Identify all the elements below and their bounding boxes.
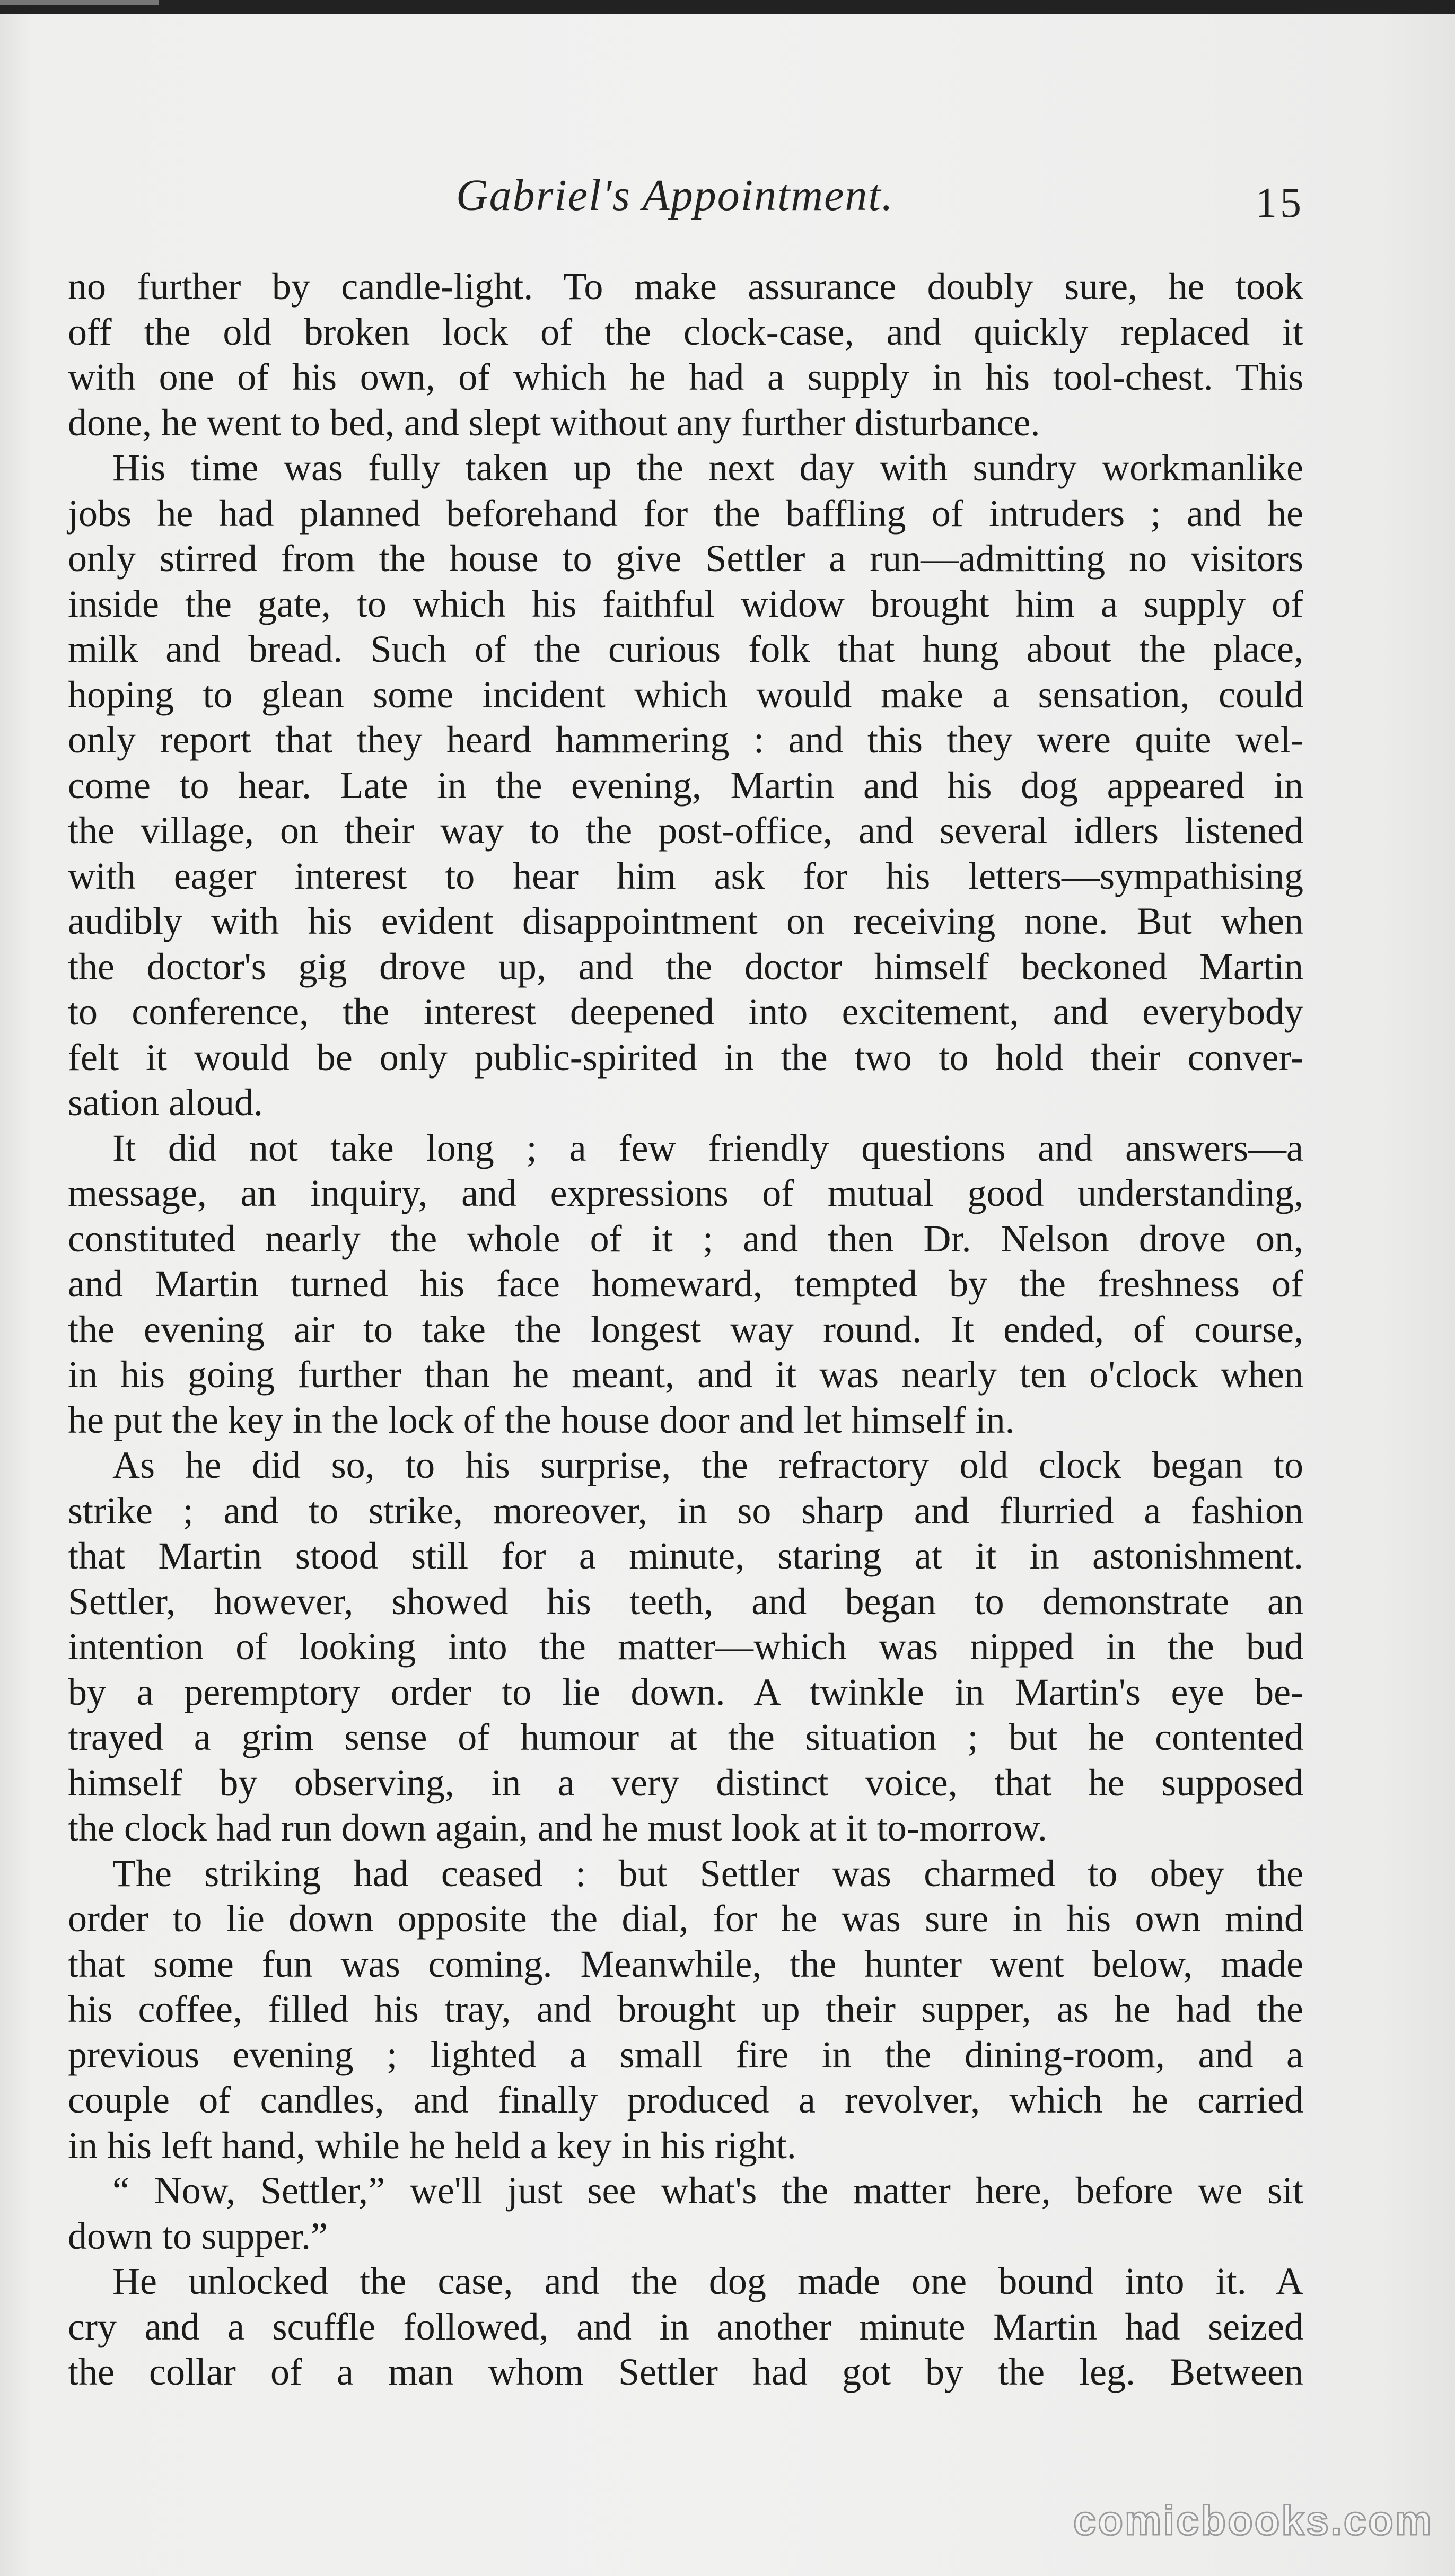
page-top-edge-highlight <box>0 0 159 5</box>
text-line: himself by observing, in a very distinct voice, that he supposed <box>68 1761 1303 1804</box>
text-line: jobs he had planned beforehand for the baffling of intruders ; and he <box>68 492 1303 535</box>
text-line: no further by candle-light. To make assurance doubly sure, he took <box>68 265 1303 308</box>
text-line: He unlocked the case, and the dog made one bound into it. A <box>112 2260 1303 2302</box>
text-line: audibly with his evident disappointment on receiving none. But when <box>68 900 1303 942</box>
text-line: off the old broken lock of the clock-case, and quickly replaced it <box>68 310 1303 353</box>
text-line: come to hear. Late in the evening, Martin and his dog appeared in <box>68 764 1303 807</box>
text-line: in his going further than he meant, and it was nearly ten o'clock when <box>68 1353 1303 1396</box>
body-text <box>68 264 1303 2395</box>
text-line: only report that they heard hammering : and this they were quite wel- <box>68 719 1303 761</box>
text-line: As he did so, to his surprise, the refractory old clock began to <box>112 1444 1303 1486</box>
text-line: constituted nearly the whole of it ; and then Dr. Nelson drove on, <box>68 1217 1303 1260</box>
text-line: only stirred from the house to give Settler a run—admitting no visitors <box>68 537 1303 580</box>
text-line: cry and a scuffle followed, and in another minute Martin had seized <box>68 2305 1303 2348</box>
text-line: the evening air to take the longest way round. It ended, of course, <box>68 1308 1303 1351</box>
text-line: intention of looking into the matter—which was nipped in the bud <box>68 1625 1303 1668</box>
text-line: with eager interest to hear him ask for his letters—sympathising <box>68 854 1303 897</box>
text-line: the clock had run down again, and he must look at it to-morrow. <box>68 1807 1047 1849</box>
text-line: sation aloud. <box>68 1081 263 1124</box>
text-line: by a peremptory order to lie down. A twinkle in Martin's eye be- <box>68 1670 1303 1713</box>
text-line: The striking had ceased : but Settler was charmed to obey the <box>112 1852 1303 1895</box>
text-line: His time was fully taken up the next day with sundry workmanlike <box>112 446 1303 489</box>
watermark: comicbooks.com <box>1073 2497 1434 2544</box>
text-line: done, he went to bed, and slept without any further disturbance. <box>68 401 1040 444</box>
running-head: Gabriel's Appointment. <box>456 171 894 220</box>
text-line: Settler, however, showed his teeth, and began to demonstrate an <box>68 1580 1303 1623</box>
text-line: to conference, the interest deepened into excitement, and everybody <box>68 991 1303 1033</box>
text-line: the village, on their way to the post-office, and several idlers listened <box>68 809 1303 852</box>
text-line: his coffee, filled his tray, and brought up their supper, as he had the <box>68 1988 1303 2030</box>
text-line: the doctor's gig drove up, and the doctor himself beckoned Martin <box>68 945 1303 988</box>
text-line: order to lie down opposite the dial, for he was sure in his own mind <box>68 1897 1303 1940</box>
text-line: hoping to glean some incident which would make a sensation, could <box>68 673 1303 716</box>
text-line: milk and bread. Such of the curious folk that hung about the place, <box>68 628 1303 670</box>
page-top-edge <box>0 0 1455 14</box>
text-line: previous evening ; lighted a small fire in the dining-room, and a <box>68 2033 1303 2076</box>
text-line: inside the gate, to which his faithful widow brought him a supply of <box>68 582 1303 625</box>
text-line: It did not take long ; a few friendly questions and answers—a <box>112 1126 1303 1169</box>
text-line: couple of candles, and finally produced a revolver, which he carried <box>68 2079 1303 2121</box>
text-line: he put the key in the lock of the house door and let himself in. <box>68 1398 1015 1441</box>
text-line: and Martin turned his face homeward, tempted by the freshness of <box>68 1263 1303 1305</box>
text-line: that some fun was coming. Meanwhile, the hunter went below, made <box>68 1942 1303 1985</box>
page-number: 15 <box>1256 180 1304 226</box>
text-line: in his left hand, while he held a key in his right. <box>68 2124 796 2167</box>
text-line: down to supper.” <box>68 2214 328 2257</box>
text-line: that Martin stood still for a minute, staring at it in astonishment. <box>68 1535 1303 1577</box>
text-line: message, an inquiry, and expressions of mutual good understanding, <box>68 1172 1303 1214</box>
text-line: the collar of a man whom Settler had got by the leg. Between <box>68 2351 1303 2393</box>
text-line: felt it would be only public-spirited in the two to hold their conver- <box>68 1036 1303 1079</box>
text-line: trayed a grim sense of humour at the situation ; but he contented <box>68 1716 1303 1758</box>
text-line: “ Now, Settler,” we'll just see what's the matter here, before we sit <box>112 2169 1303 2212</box>
text-line: with one of his own, of which he had a supply in his tool-chest. This <box>68 356 1303 398</box>
text-line: strike ; and to strike, moreover, in so sharp and flurried a fashion <box>68 1489 1303 1532</box>
